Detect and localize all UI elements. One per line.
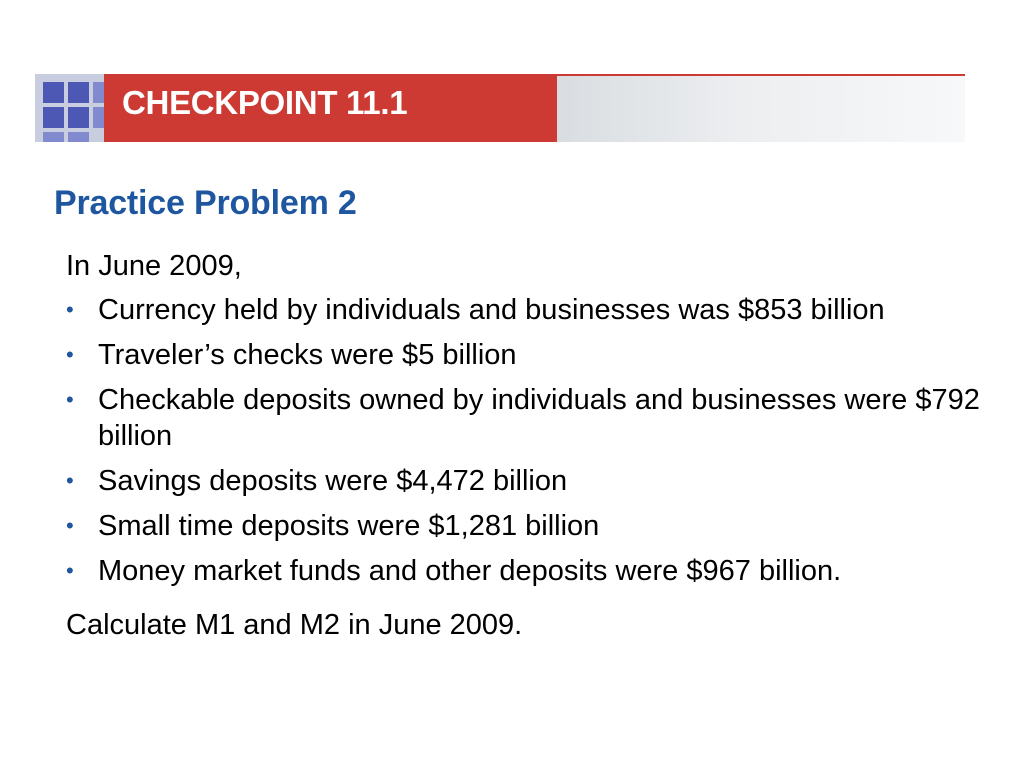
bullet-text: Money market funds and other deposits were $967 billion. xyxy=(98,555,842,587)
problem-title: Practice Problem 2 xyxy=(54,184,357,222)
bullet-text: Currency held by individuals and businesses was $853 billion xyxy=(98,294,885,326)
grid-squares-logo-icon xyxy=(35,74,104,142)
problem-body xyxy=(66,248,986,643)
bullet-item xyxy=(66,292,986,328)
closing-question: Calculate M1 and M2 in June 2009. xyxy=(66,609,523,641)
bullet-dot-icon: • xyxy=(66,342,74,367)
bullet-dot-icon: • xyxy=(66,558,74,583)
bullet-dot-icon: • xyxy=(66,468,74,493)
bullet-text: Savings deposits were $4,472 billion xyxy=(98,465,568,497)
bullet-item xyxy=(66,463,986,499)
bullet-dot-icon: • xyxy=(66,297,74,322)
bullet-dot-icon: • xyxy=(66,387,74,412)
bullet-text: Checkable deposits owned by individuals and businesses were $792 billion xyxy=(98,384,980,452)
header-accent-line xyxy=(557,74,965,76)
bullet-item xyxy=(66,382,986,454)
checkpoint-title: CHECKPOINT 11.1 xyxy=(122,84,408,121)
bullet-text: Traveler’s checks were $5 billion xyxy=(98,339,517,371)
bullet-text: Small time deposits were $1,281 billion xyxy=(98,510,600,542)
intro-text: In June 2009, xyxy=(66,250,242,282)
header-gradient-band xyxy=(557,74,965,142)
bullet-item xyxy=(66,553,986,589)
bullet-item xyxy=(66,337,986,373)
bullet-item xyxy=(66,508,986,544)
slide-header xyxy=(35,74,965,142)
bullet-dot-icon: • xyxy=(66,513,74,538)
bullet-list xyxy=(66,292,986,589)
